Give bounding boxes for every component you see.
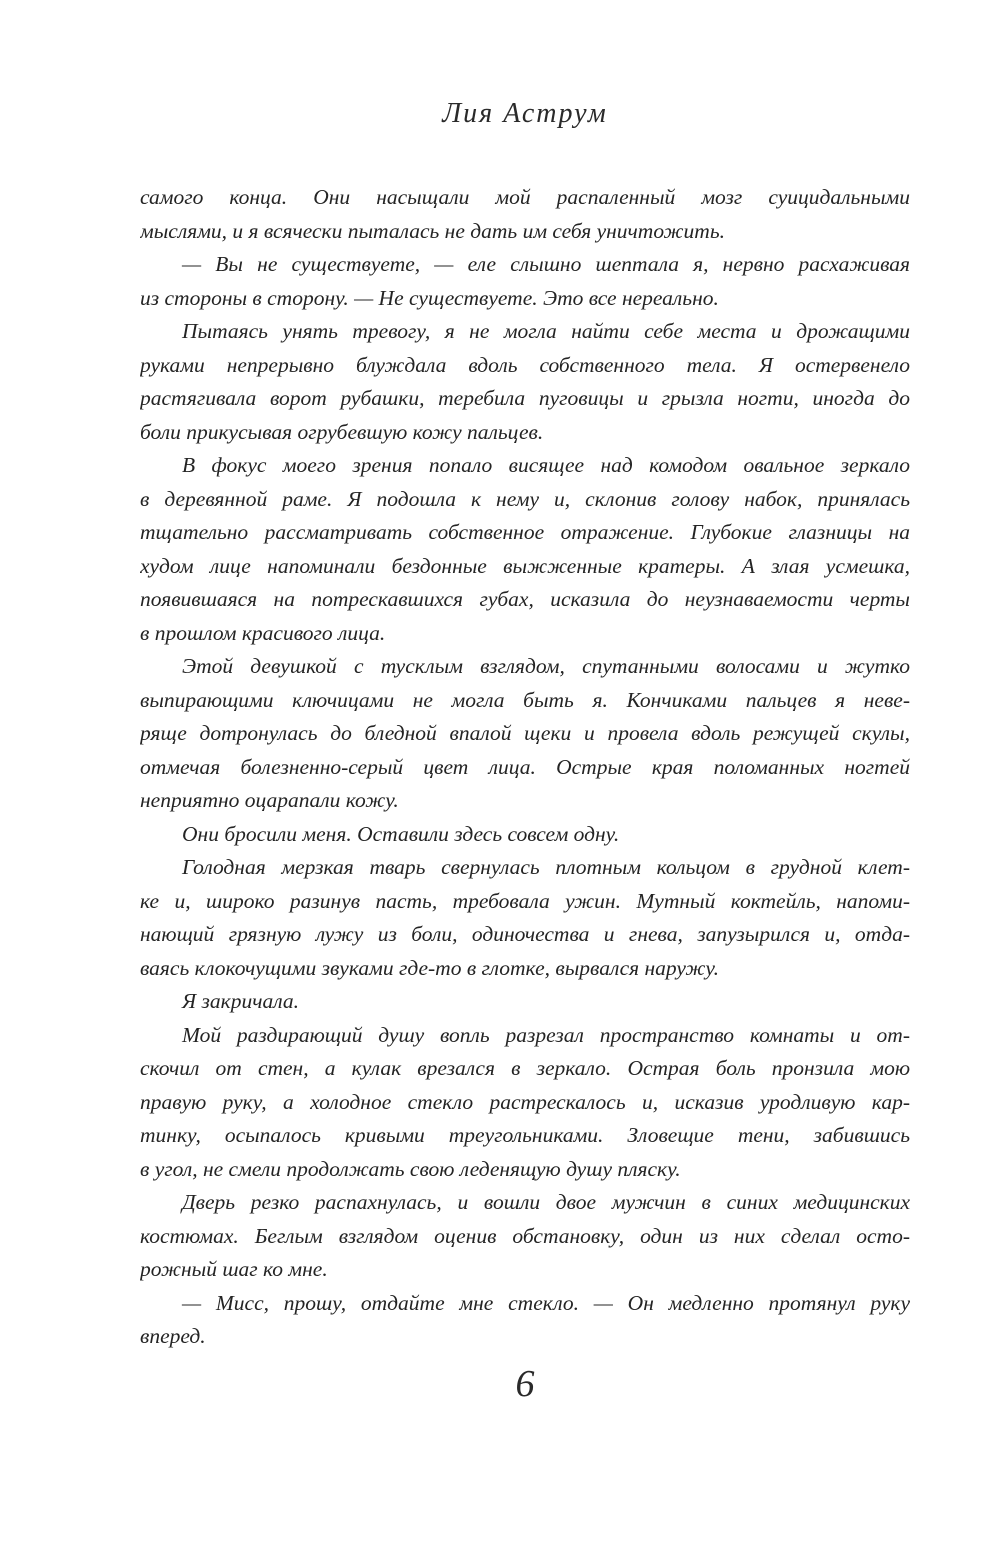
text-line: вперед. — [140, 1324, 206, 1348]
text-line: нающий грязную лужу из боли, одиночества и гнева, запузырился и, отда- — [140, 922, 910, 946]
text-line: — Мисс, прошу, отдайте мне стекло. — Он медленно протянул руку — [182, 1290, 910, 1315]
text-line: тщательно рассматривать собственное отражение. Глубокие глазницы на — [140, 520, 910, 544]
text-line: костюмах. Беглым взглядом оценив обстановку, один из них сделал осто- — [140, 1223, 910, 1248]
text-line: растягивала ворот рубашки, теребила пуговицы и грызла ногти, иногда до — [140, 386, 910, 410]
text-line: в деревянной раме. Я подошла к нему и, склонив голову набок, принялась — [140, 486, 910, 511]
text-line: правую руку, а холодное стекло растрескалось и, исказив уродливую кар- — [140, 1089, 910, 1114]
running-header: Лия Аструм — [442, 98, 608, 129]
text-line: скочил от стен, а кулак врезался в зеркало. Острая боль пронзила мою — [140, 1056, 910, 1080]
text-line: ваясь клокочущими звуками где-то в глотке, вырвался наружу. — [140, 955, 719, 980]
text-line: самого конца. Они насыщали мой распаленный мозг суицидальными — [140, 185, 910, 209]
page-body — [140, 181, 910, 1354]
text-line: тинку, осыпалось кривыми треугольниками. Зловещие тени, забившись — [140, 1123, 910, 1147]
text-line: появившаяся на потрескавшихся губах, исказила до неузнаваемости черты — [140, 587, 910, 611]
text-line: рожный шаг ко мне. — [140, 1257, 328, 1281]
text-line: Дверь резко распахнулась, и вошли двое мужчин в синих медицинских — [182, 1190, 910, 1214]
text-line: В фокус моего зрения попало висящее над комодом овальное зеркало — [182, 453, 910, 477]
text-line: в прошлом красивого лица. — [140, 620, 386, 645]
text-line: неприятно оцарапали кожу. — [140, 788, 399, 812]
text-line: Мой раздирающий душу вопль разрезал пространство комнаты и от- — [182, 1022, 910, 1047]
text-line: руками непрерывно блуждала вдоль собственного тела. Я остервенело — [140, 352, 910, 377]
text-line: ке и, широко разинув пасть, требовала ужин. Мутный коктейль, напоми- — [140, 888, 910, 913]
text-line: Голодная мерзкая тварь свернулась плотным кольцом в грудной клет- — [182, 855, 910, 879]
page-number: 6 — [515, 1363, 535, 1405]
text-line: Они бросили меня. Оставили здесь совсем одну. — [182, 821, 620, 846]
text-line: — Вы не существуете, — еле слышно шептала я, нервно расхаживая — [182, 252, 910, 276]
text-line: отмечая болезненно-серый цвет лица. Острые края поломанных ногтей — [140, 754, 910, 779]
text-line: в угол, не смели продолжать свою леденящую душу пляску. — [140, 1156, 681, 1181]
text-line: ряще дотронулась до бледной впалой щеки и провела вдоль режущей скулы, — [140, 721, 910, 745]
text-line: из стороны в сторону. — Не существуете. Это все нереально. — [140, 285, 719, 310]
text-line: худом лице напоминали бездонные выжженные кратеры. А злая усмешка, — [140, 553, 910, 578]
text-line: мыслями, и я всячески пыталась не дать им себя уничтожить. — [140, 218, 725, 243]
text-line: Пытаясь унять тревогу, я не могла найти себе места и дрожащими — [182, 319, 910, 343]
text-line: боли прикусывая огрубевшую кожу пальцев. — [140, 419, 544, 444]
text-line: Этой девушкой с тусклым взглядом, спутанными волосами и жутко — [182, 654, 910, 678]
text-line: Я закричала. — [182, 989, 299, 1013]
text-line: выпирающими ключицами не могла быть я. Кончиками пальцев я неве- — [140, 687, 910, 712]
